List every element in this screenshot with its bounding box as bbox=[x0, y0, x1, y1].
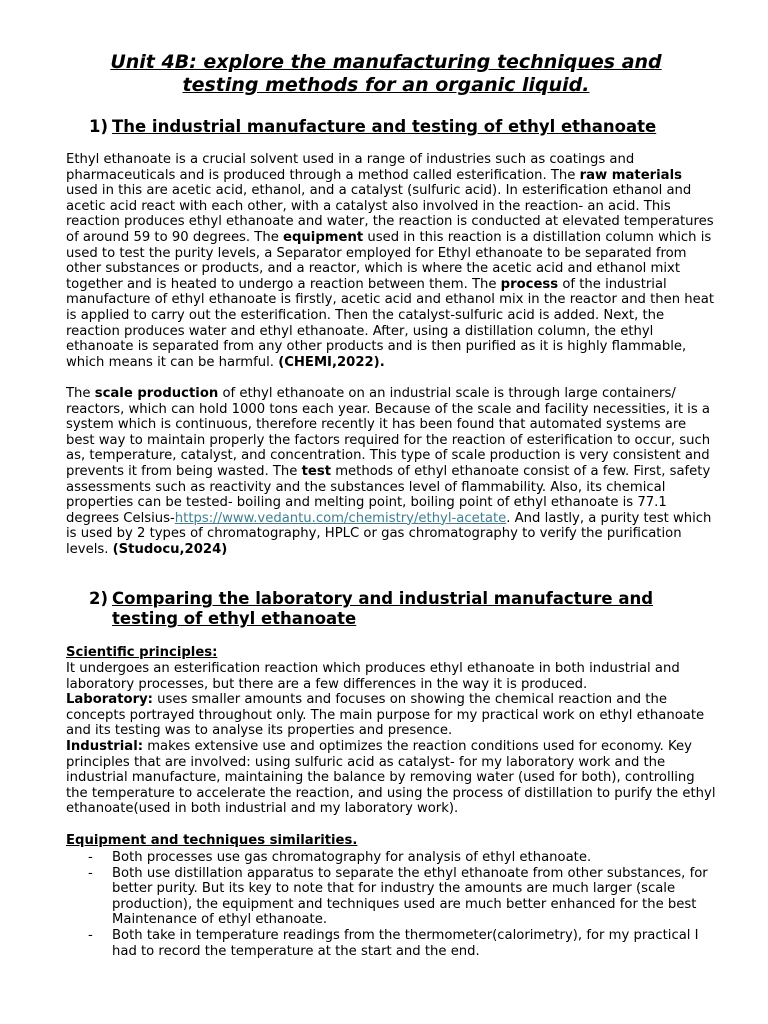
list-item: - Both take in temperature readings from the thermometer(calorimetry), for my practical I had to record the temperature at the start and the end. bbox=[88, 927, 699, 959]
laboratory-label: Laboratory: bbox=[66, 692, 153, 708]
scientific-principles-heading: Scientific principles: bbox=[66, 645, 218, 660]
citation: (CHEMI,2022). bbox=[278, 354, 385, 370]
title-line-1: Unit 4B: explore the manufacturing techniques and bbox=[110, 51, 662, 73]
section-1-heading bbox=[89, 117, 729, 139]
bullet-marker: - bbox=[88, 927, 93, 943]
equipment-techniques-heading: Equipment and techniques similarities. bbox=[66, 833, 358, 848]
title-line-2: testing methods for an organic liquid. bbox=[182, 74, 590, 96]
reference-link[interactable]: https://www.vedantu.com/chemistry/ethyl-acetate bbox=[174, 510, 507, 526]
citation: (Studocu,2024) bbox=[112, 541, 228, 557]
list-item: - Both processes use gas chromatography for analysis of ethyl ethanoate. bbox=[88, 850, 592, 865]
document-title bbox=[66, 51, 706, 97]
bullet-marker: - bbox=[88, 850, 93, 865]
section-2-title-line-1: Comparing the laboratory and industrial manufacture and bbox=[112, 589, 654, 608]
section-2-title-line-2: testing of ethyl ethanoate bbox=[112, 609, 357, 628]
section-2-heading bbox=[89, 589, 729, 631]
section-1-number: 1) bbox=[89, 117, 109, 136]
section-2-number: 2) bbox=[89, 589, 109, 608]
section-1-paragraph-1: Ethyl ethanoate is a crucial solvent used in a range of industries such as coatings and pharmaceuticals and is produced through a method called esterification. The raw materials used in this are acetic acid, ethanol, and a catalyst (sulfuric acid). In esterification ethanol and acetic acid react with each other, with a catalyst also involved in the reaction- an acid. This reaction produces ethyl ethanoate and water, the reaction is conducted at elevated temperatures of around 59 to 90 degrees. The equipment used in this reaction is a distillation column which is used to test the purity levels, a Separator employed for Ethyl ethanoate to be separated from other substances or products, and a reactor, which is where the acetic acid and ethanol mixt together and is heated to undergo a reaction between them. The process of the industrial manufacture of ethyl ethanoate is firstly, acetic acid and ethanol mix in the reactor and then heat is applied to carry out the esterification. Then the catalyst-sulfuric acid is added. Next, the reaction produces water and ethyl ethanoate. After, using a distillation column, the ethyl ethanoate is separated from any other products and is then purified as it is highly flammable, which means it can be harmful. (CHEMI,2022). bbox=[66, 152, 715, 370]
industrial-label: Industrial: bbox=[66, 738, 143, 754]
bullet-marker: - bbox=[88, 865, 93, 881]
scientific-principles-text: It undergoes an esterification reaction which produces ethyl ethanoate in both industrial and laboratory processes, but there are a few differences in the way it is produced. Laboratory: uses smaller amounts and focuses on showing the chemical reaction and the concepts portrayed throughout only. The main purpose for my practical work on ethyl ethanoate and its testing was to analyse its properties and presence. Industrial: makes extensive use and optimizes the reaction conditions used for economy. Key principles that are involved: using sulfuric acid as catalyst- for my laboratory work and the industrial manufacture, maintaining the balance by removing water (used for both), controlling the temperature to accelerate the reaction, and using the process of distillation to purify the ethyl ethanoate(used in both industrial and my laboratory work). bbox=[66, 661, 716, 817]
similarities-list bbox=[88, 850, 708, 959]
list-item: - Both use distillation apparatus to separate the ethyl ethanoate from other substances, for better purity. But its key to note that for industry the amounts are much larger (scale production), the equipment and techniques used are much better enhanced for the best Maintenance of ethyl ethanoate. bbox=[88, 865, 708, 928]
section-1-paragraph-2: The scale production of ethyl ethanoate on an industrial scale is through large containers/ reactors, which can hold 1000 tons each year. Because of the scale and facility necessities, it is a system which is continuous, therefore recently it has been found that automated systems are best way to maintain properly the factors required for the reaction of esterification to occur, such as, temperature, catalyst, and concentration. This type of scale production is very consistent and prevents it from being wasted. The test methods of ethyl ethanoate consist of a few. First, safety assessments such as reactivity and the substances level of flammability. Also, its chemical properties can be tested- boiling and melting point, boiling point of ethyl ethanoate is 77.1 degrees Celsius-https://www.vedantu.com/chemistry/ethyl-acetate. And lastly, a purity test which is used by 2 types of chromatography, HPLC or gas chromatography to verify the purification levels. (Studocu,2024) bbox=[66, 386, 712, 557]
section-1-title: The industrial manufacture and testing of ethyl ethanoate bbox=[112, 117, 657, 136]
